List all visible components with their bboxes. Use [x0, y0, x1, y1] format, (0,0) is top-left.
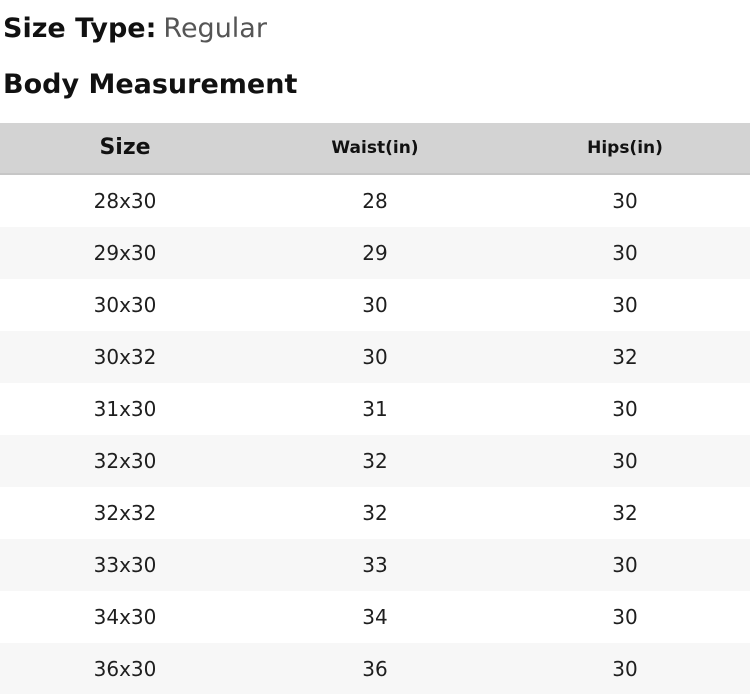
cell-size: 31x30	[93, 396, 157, 421]
column-header-hips: Hips(in)	[500, 123, 750, 174]
cell-waist: 32	[362, 448, 388, 473]
size-chart-header	[0, 123, 750, 174]
cell-size: 30x32	[93, 344, 157, 369]
cell-hips: 30	[612, 292, 638, 317]
table-row	[0, 539, 750, 591]
cell-size: 32x32	[93, 500, 157, 525]
cell-waist: 32	[362, 500, 388, 525]
cell-hips: 30	[612, 656, 638, 681]
column-header-size: Size	[0, 123, 250, 174]
cell-waist: 34	[362, 604, 388, 629]
size-type-label: Size Type:	[3, 13, 157, 44]
cell-size: 33x30	[93, 552, 157, 577]
cell-hips: 30	[612, 188, 638, 213]
table-row	[0, 174, 750, 227]
size-chart-table	[0, 123, 750, 694]
cell-size: 32x30	[93, 448, 157, 473]
cell-hips: 30	[612, 448, 638, 473]
cell-waist: 28	[362, 188, 388, 213]
table-row	[0, 279, 750, 331]
cell-hips: 32	[612, 500, 638, 525]
cell-size: 34x30	[93, 604, 157, 629]
column-header-waist: Waist(in)	[250, 123, 500, 174]
cell-hips: 30	[612, 552, 638, 577]
table-row	[0, 643, 750, 694]
size-type-line	[3, 13, 750, 45]
cell-size: 36x30	[93, 656, 157, 681]
table-row	[0, 383, 750, 435]
table-row	[0, 591, 750, 643]
cell-waist: 30	[362, 292, 388, 317]
table-row	[0, 331, 750, 383]
body-measurement-title: Body Measurement	[3, 69, 298, 101]
cell-hips: 30	[612, 240, 638, 265]
table-row	[0, 435, 750, 487]
cell-hips: 32	[612, 344, 638, 369]
cell-waist: 36	[362, 656, 388, 681]
table-row	[0, 487, 750, 539]
size-type-value: Regular	[163, 13, 267, 44]
cell-waist: 33	[362, 552, 388, 577]
cell-size: 29x30	[93, 240, 157, 265]
cell-size: 28x30	[93, 188, 157, 213]
header-row	[0, 123, 750, 174]
cell-waist: 29	[362, 240, 388, 265]
size-table-body	[0, 174, 750, 694]
cell-waist: 31	[362, 396, 388, 421]
cell-hips: 30	[612, 604, 638, 629]
cell-size: 30x30	[93, 292, 157, 317]
cell-hips: 30	[612, 396, 638, 421]
table-row	[0, 227, 750, 279]
cell-waist: 30	[362, 344, 388, 369]
